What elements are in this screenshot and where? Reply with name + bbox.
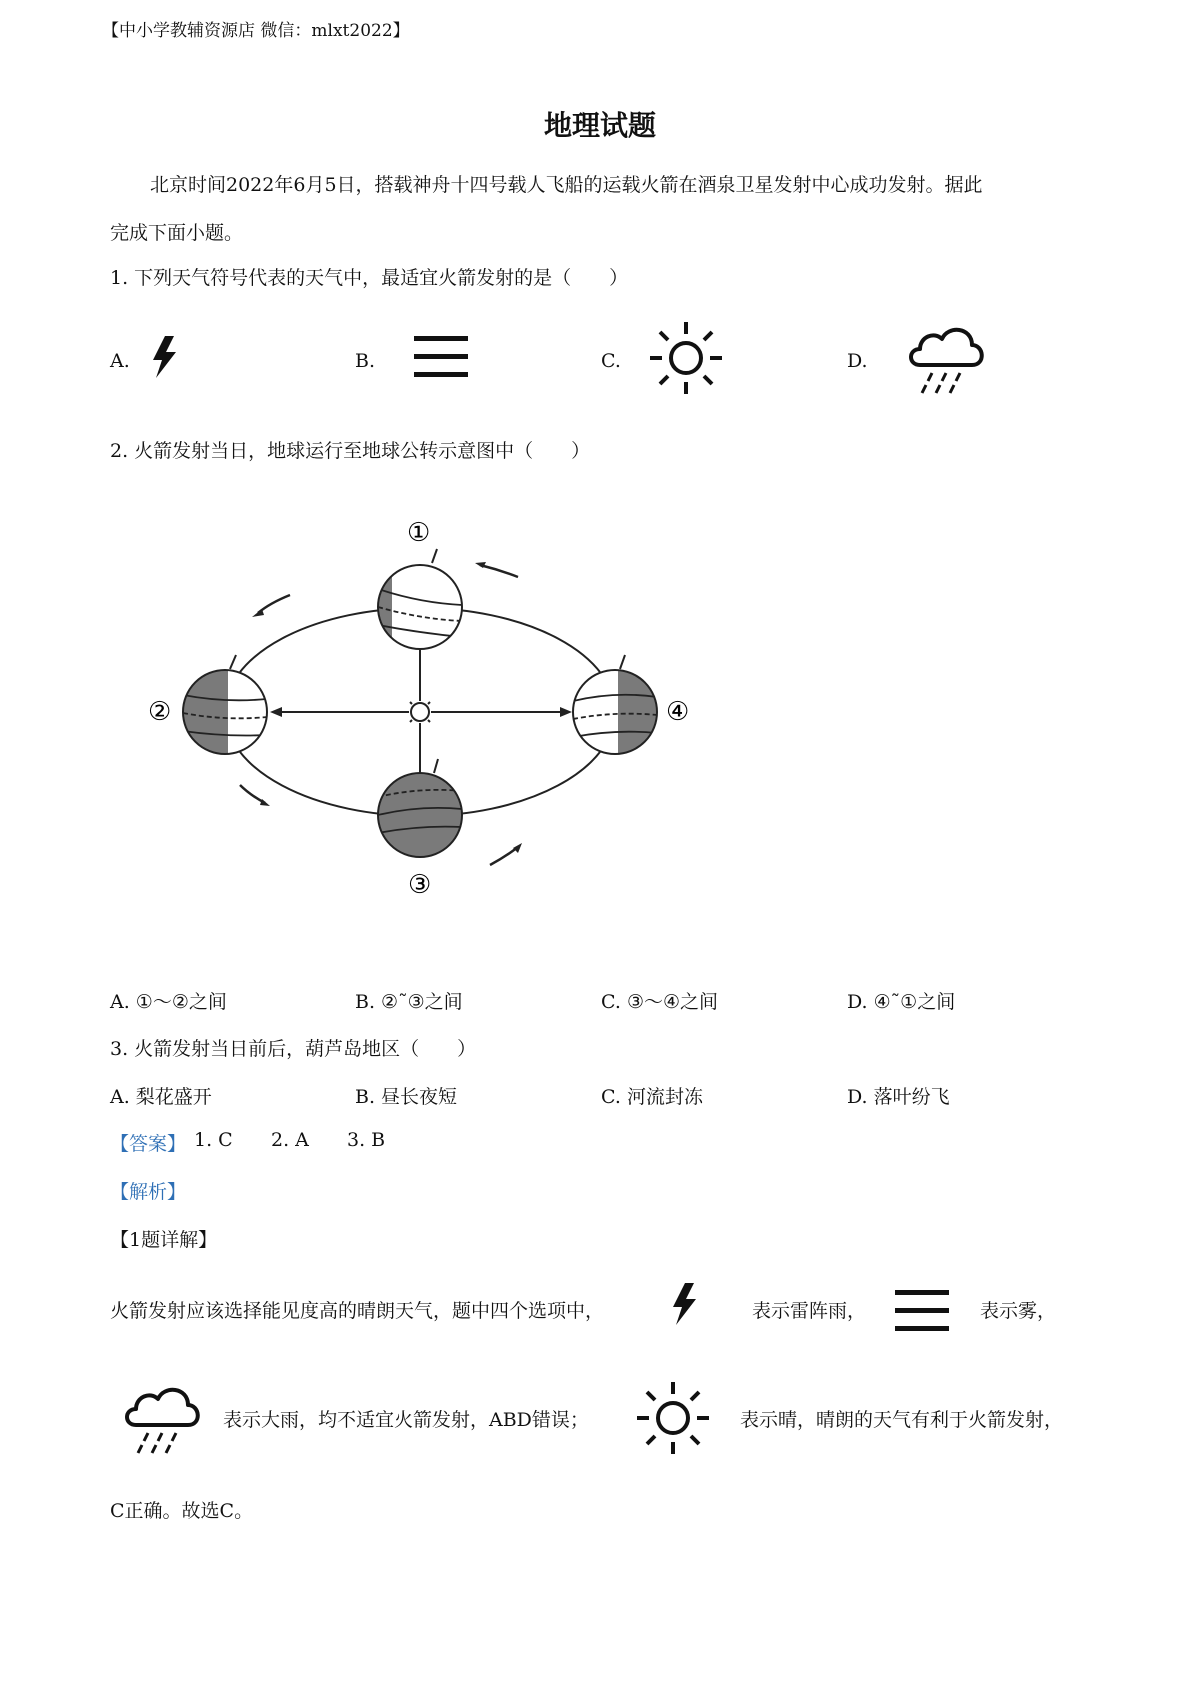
q3-option-c: C. 河流封冻 (601, 1086, 703, 1108)
earth-revolution-diagram (140, 515, 700, 905)
diagram-label-3: ③ (408, 870, 432, 900)
heavy-rain-icon (122, 1383, 204, 1455)
analysis-tag: 【解析】 (110, 1181, 187, 1203)
earth-globe-3 (378, 759, 462, 857)
sunny-icon (635, 1380, 711, 1456)
sun-axis-lines (274, 650, 568, 773)
q1-option-c-label: C. (601, 350, 621, 372)
thunderstorm-icon (670, 1283, 700, 1325)
q2-option-b: B. ②˜③之间 (355, 991, 463, 1013)
earth-globe-4 (573, 655, 658, 754)
q3-option-a: A. 梨花盛开 (110, 1086, 212, 1108)
fog-icon (895, 1289, 951, 1333)
diagram-label-4: ④ (666, 697, 690, 727)
analysis-line-3: C正确。故选C。 (110, 1500, 254, 1522)
heavy-rain-icon (906, 323, 988, 395)
earth-globe-2 (183, 655, 268, 754)
thunderstorm-icon (150, 336, 180, 378)
q2-option-d: D. ④˜①之间 (847, 991, 956, 1013)
analysis-q1-heading: 【1题详解】 (110, 1229, 218, 1251)
q3-option-b: B. 昼长夜短 (355, 1086, 458, 1108)
sun-symbol (406, 698, 434, 726)
analysis-line-2a: 表示大雨，均不适宜火箭发射，ABD错误； (223, 1409, 589, 1431)
q2-option-a: A. ①～②之间 (110, 991, 227, 1013)
answer-item-3: 3. B (347, 1129, 386, 1151)
analysis-line-1c: 表示雾， (980, 1300, 1057, 1322)
header-watermark: 【中小学教辅资源店 微信：mlxt2022】 (102, 21, 410, 41)
passage-line-1: 北京时间2022年6月5日，搭载神舟十四号载人飞船的运载火箭在酒泉卫星发射中心成功发射。据此 (150, 174, 983, 196)
analysis-line-2b: 表示晴，晴朗的天气有利于火箭发射， (740, 1409, 1064, 1431)
earth-globe-1 (378, 549, 462, 649)
diagram-label-2: ② (148, 697, 172, 727)
page-title: 地理试题 (543, 109, 656, 142)
question-2-stem: 2. 火箭发射当日，地球运行至地球公转示意图中（ ） (110, 440, 591, 462)
analysis-line-1b: 表示雷阵雨， (752, 1300, 867, 1322)
question-3-stem: 3. 火箭发射当日前后，葫芦岛地区（ ） (110, 1038, 477, 1060)
q1-option-d-label: D. (847, 350, 868, 372)
analysis-line-1a: 火箭发射应该选择能见度高的晴朗天气，题中四个选项中， (110, 1300, 605, 1322)
diagram-label-1: ① (407, 518, 431, 548)
passage-line-2: 完成下面小题。 (110, 222, 244, 244)
answer-tag: 【答案】 (110, 1133, 187, 1155)
answer-item-2: 2. A (271, 1129, 309, 1151)
q2-option-c: C. ③～④之间 (601, 991, 719, 1013)
sunny-icon (648, 320, 724, 396)
fog-icon (414, 335, 470, 379)
answer-item-1: 1. C (194, 1129, 233, 1151)
q3-option-d: D. 落叶纷飞 (847, 1086, 950, 1108)
question-1-stem: 1. 下列天气符号代表的天气中，最适宜火箭发射的是（ ） (110, 267, 629, 289)
q1-option-b-label: B. (355, 350, 376, 372)
q1-option-a-label: A. (110, 350, 130, 372)
